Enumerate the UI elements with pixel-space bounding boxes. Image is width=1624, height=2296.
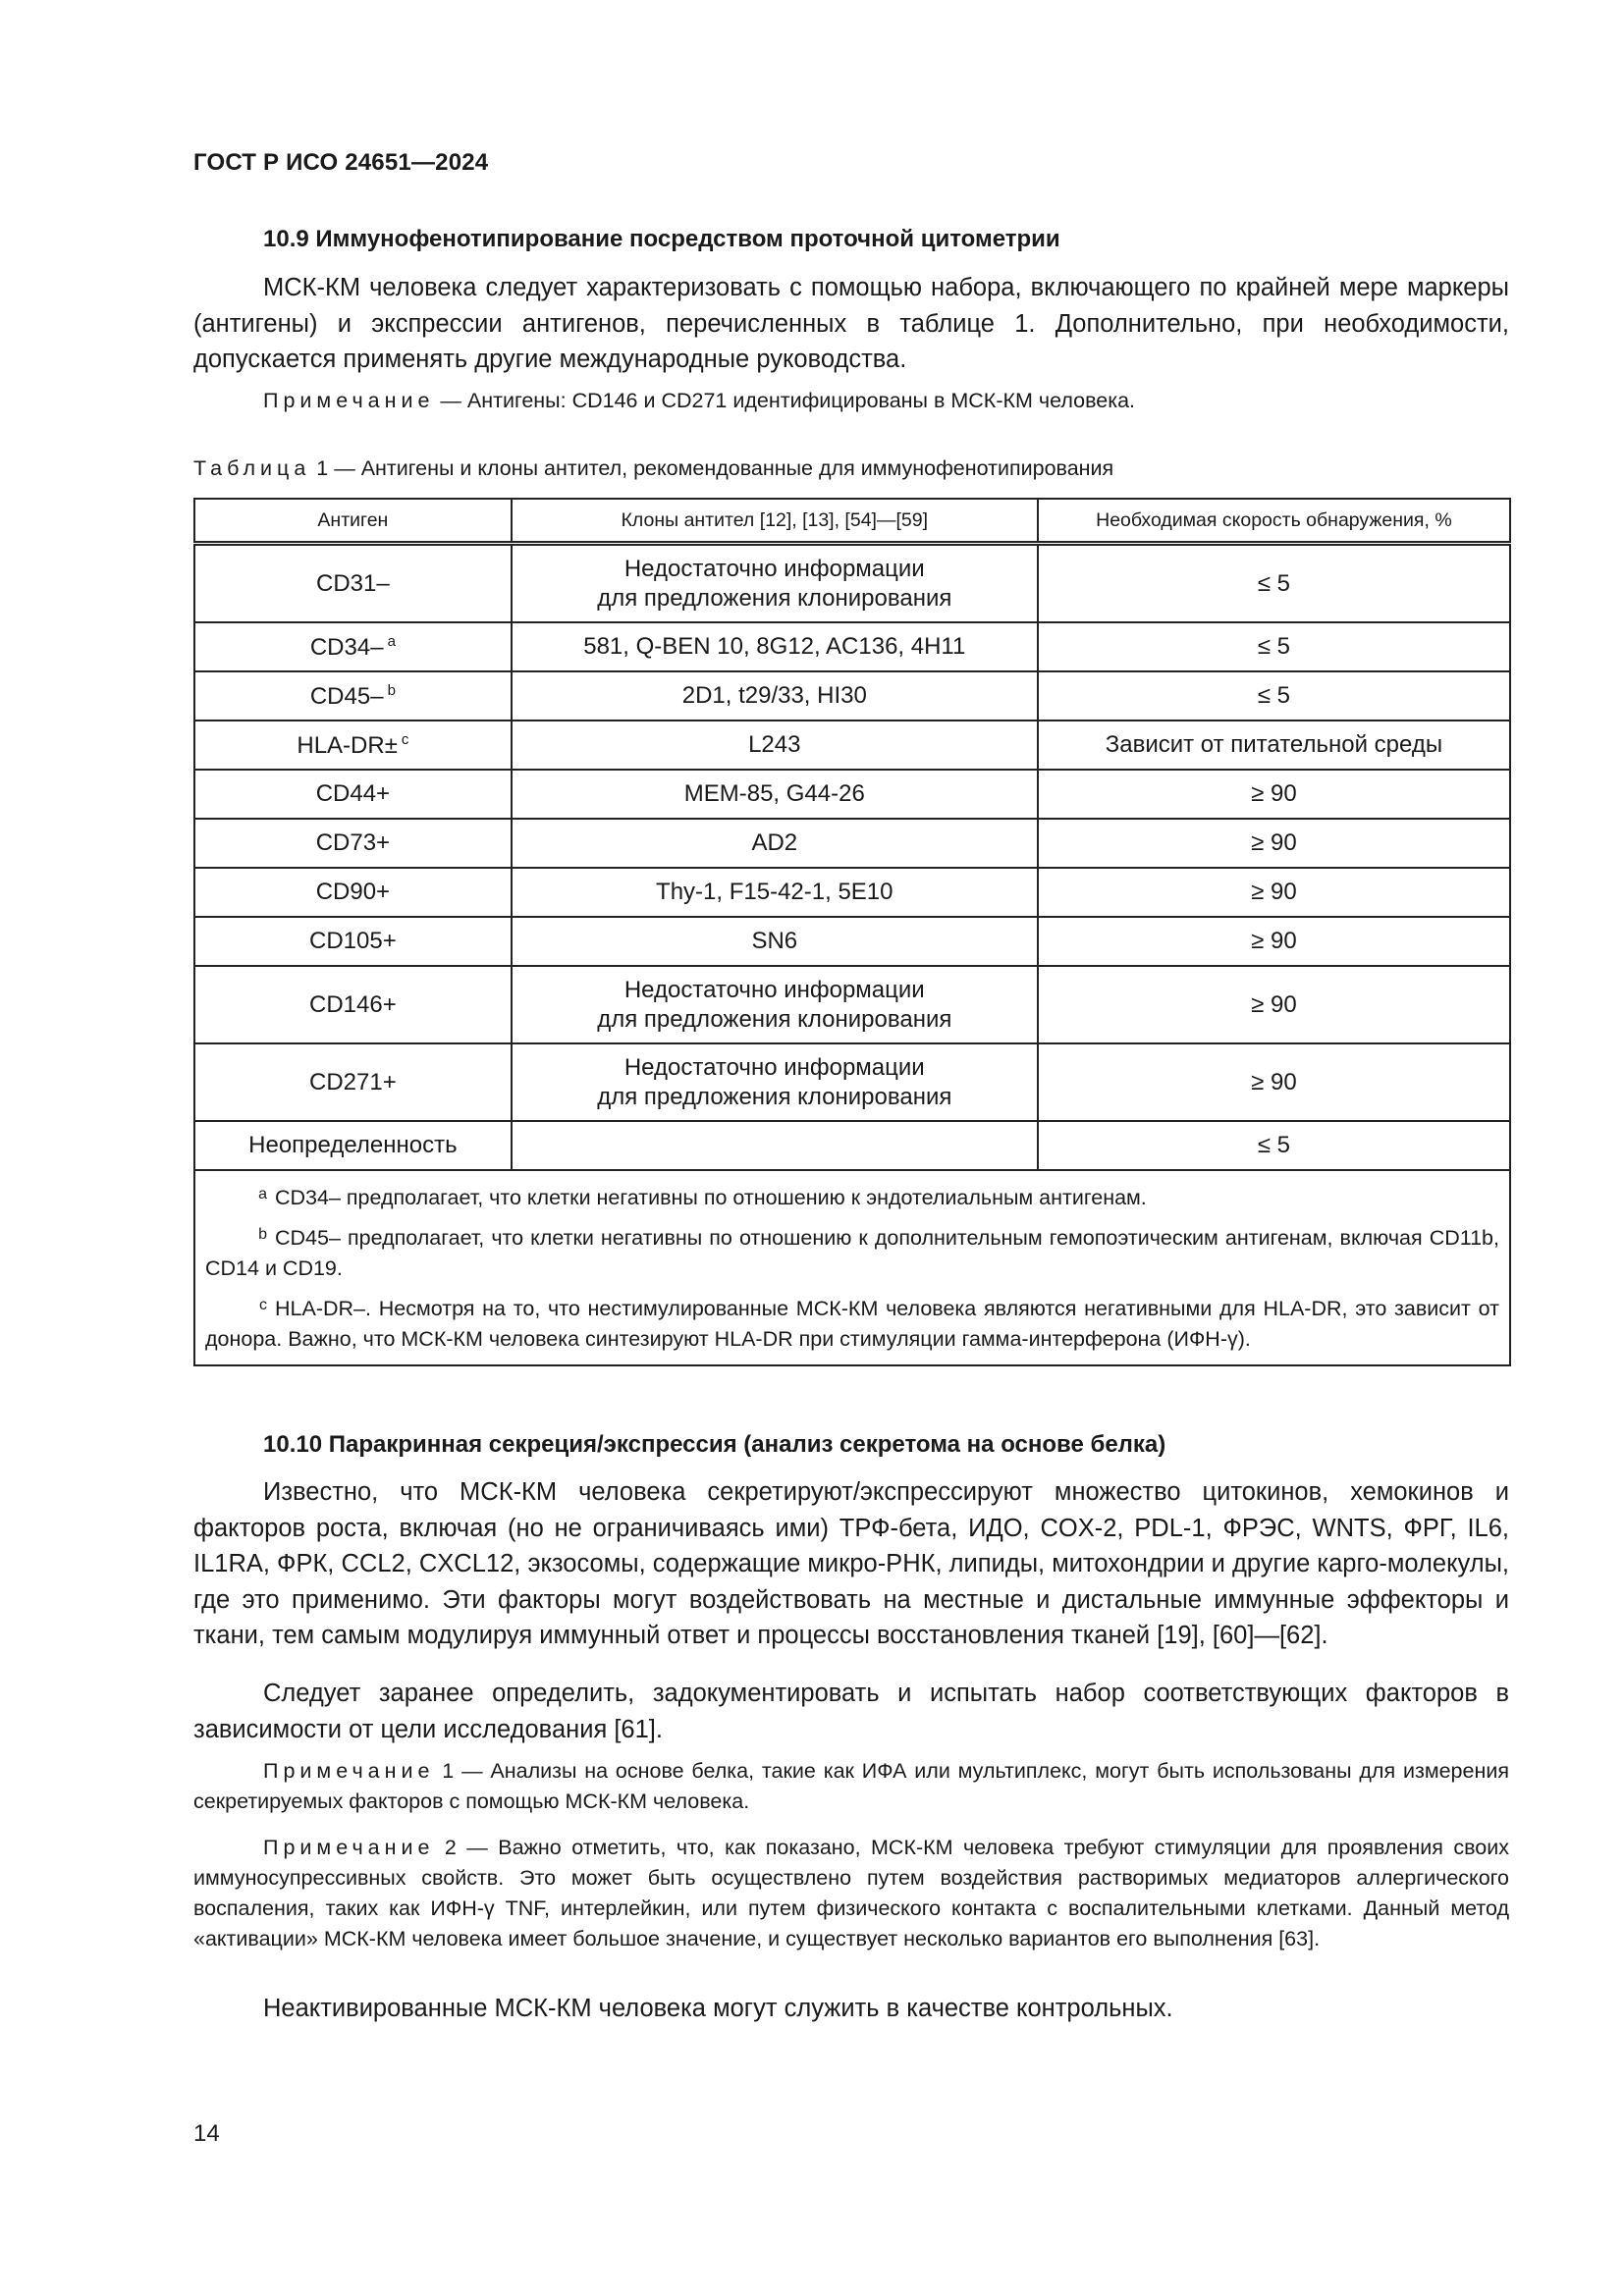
clones-cell [512,1121,1038,1170]
footnote: $^b$ CD45– предполагает, что клетки негативны по отношению к дополнительным гемопоэтическим антигенам, включая CD11b, CD14 и CD19. [205,1226,1499,1280]
table-row [194,671,1510,721]
rate-cell: ≥ 90 [1038,868,1510,917]
table-row [194,868,1510,917]
note-label: Примечание [263,1836,435,1859]
section-10-9-note: Примечание — Антигены: CD146 и CD271 идентифицированы в МСК-КМ человека. [263,389,1136,412]
rate-cell: ≤ 5 [1038,622,1510,671]
footnote-ref: c [401,730,409,748]
table-row [194,1043,1510,1121]
page-number: 14 [193,2120,220,2147]
antigen-cell: CD31– [194,544,512,623]
footnote-ref: a [387,632,396,650]
antigen-cell: CD105+ [194,917,512,966]
rate-cell: ≥ 90 [1038,1043,1510,1121]
section-10-9-paragraph: МСК-КМ человека следует характеризовать с помощью набора, включающего по крайней мере маркеры (антигены) и экспрессии антигенов, перечисленных в таблице 1. Дополнительно, при необходимости, допускается применять другие международные руководства. [193,274,1509,373]
antigen-cell: CD90+ [194,868,512,917]
section-10-10-note-1: Примечание 1 — Анализы на основе белка, такие как ИФА или мультиплекс, могут быть использованы для измерения секретируемых факторов с помощью МСК-КМ человека. [193,1759,1509,1813]
header-antigen: Антиген [194,499,512,544]
clones-cell: L243 [512,721,1038,770]
table-row [194,721,1510,770]
rate-cell: ≥ 90 [1038,966,1510,1043]
note-label: Примечание [263,1759,435,1783]
table-footnotes-row [194,1170,1510,1365]
document-header: ГОСТ Р ИСО 24651—2024 [193,149,489,176]
table-footnotes [194,1170,1510,1365]
header-detection-rate: Необходимая скорость обнаружения, % [1038,499,1510,544]
antigen-cell: CD271+ [194,1043,512,1121]
clones-cell: Недостаточно информации для предложения клонирования [512,1043,1038,1121]
section-10-10-paragraph-2: Следует заранее определить, задокументировать и испытать набор соответствующих факторов в зависимости от цели исследования [61]. [193,1680,1509,1743]
antigen-cell: Неопределенность [194,1121,512,1170]
table-header-row [194,499,1510,544]
table-row [194,544,1510,623]
clones-cell: SN6 [512,917,1038,966]
rate-cell: ≥ 90 [1038,819,1510,868]
table-row [194,622,1510,671]
table-caption: Таблица 1 — Антигены и клоны антител, рекомендованные для иммунофенотипирования [193,456,1114,480]
clones-cell: Недостаточно информации для предложения клонирования [512,966,1038,1043]
footnote: $^c$ HLA-DR–. Несмотря на то, что нестимулированные МСК-КМ человека являются негативными для HLA-DR, это зависит от донора. Важно, что МСК-КМ человека синтезируют HLA-DR при стимуляции гамма-интерферона (ИФН-γ). [205,1297,1499,1351]
antigen-cell: CD45– $^b$ [194,671,512,721]
antigen-cell: HLA-DR± $^c$ [194,721,512,770]
rate-cell: ≥ 90 [1038,917,1510,966]
note-label: Примечание [263,389,435,412]
antigen-table [193,498,1511,1366]
table-row [194,770,1510,819]
header-clones: Клоны антител [12], [13], [54]—[59] [512,499,1038,544]
section-10-9-title: 10.9 Иммунофенотипирование посредством проточной цитометрии [263,226,1060,252]
clones-cell: 581, Q-BEN 10, 8G12, AC136, 4H11 [512,622,1038,671]
rate-cell: ≤ 5 [1038,544,1510,623]
antigen-cell: CD73+ [194,819,512,868]
section-10-10-paragraph-3: Неактивированные МСК-КМ человека могут служить в качестве контрольных. [263,1995,1173,2022]
table-row [194,966,1510,1043]
clones-cell: AD2 [512,819,1038,868]
antigen-cell: CD44+ [194,770,512,819]
table-row [194,1121,1510,1170]
antigen-cell: CD146+ [194,966,512,1043]
table-row [194,819,1510,868]
clones-cell: Thy-1, F15-42-1, 5E10 [512,868,1038,917]
clones-cell: MEM-85, G44-26 [512,770,1038,819]
section-10-10-title: 10.10 Паракринная секреция/экспрессия (анализ секретома на основе белка) [263,1431,1166,1458]
rate-cell: ≥ 90 [1038,770,1510,819]
rate-cell: ≤ 5 [1038,1121,1510,1170]
section-10-10-paragraph-1: Известно, что МСК-КМ человека секретируют/экспрессируют множество цитокинов, хемокинов и факторов роста, включая (но не ограничиваясь ими) ТРФ-бета, ИДО, COX-2, PDL-1, ФРЭС, WNTS, ФРГ, IL6, IL1RA, ФРК, CCL2, CXCL12, экзосомы, содержащие микро-РНК, липиды, митохондрии и другие карго-молекулы, где это применимо. Эти факторы могут воздействовать на местные и дистальные иммунные эффекторы и ткани, тем самым модулируя иммунный ответ и процессы восстановления тканей [19], [60]—[62]. [193,1478,1510,1649]
footnote-ref: b [387,681,396,699]
footnote: $^a$ CD34– предполагает, что клетки негативны по отношению к эндотелиальным антигенам. [258,1186,1147,1209]
section-10-10-note-2: Примечание 2 — Важно отметить, что, как показано, МСК-КМ человека требуют стимуляции для проявления своих иммуносупрессивных свойств. Это может быть осуществлено путем воздействия растворимых медиаторов аллергического воспаления, таких как ИФН-γ TNF, интерлейкин, или путем физического контакта с воспалительными клетками. Данный метод «активации» МСК-КМ человека имеет большое значение, и существует несколько вариантов его выполнения [63]. [193,1836,1509,1950]
antigen-cell: CD34– $^a$ [194,622,512,671]
clones-cell: 2D1, t29/33, HI30 [512,671,1038,721]
clones-cell: Недостаточно информации для предложения клонирования [512,544,1038,623]
table-row [194,917,1510,966]
rate-cell: Зависит от питательной среды [1038,721,1510,770]
rate-cell: ≤ 5 [1038,671,1510,721]
